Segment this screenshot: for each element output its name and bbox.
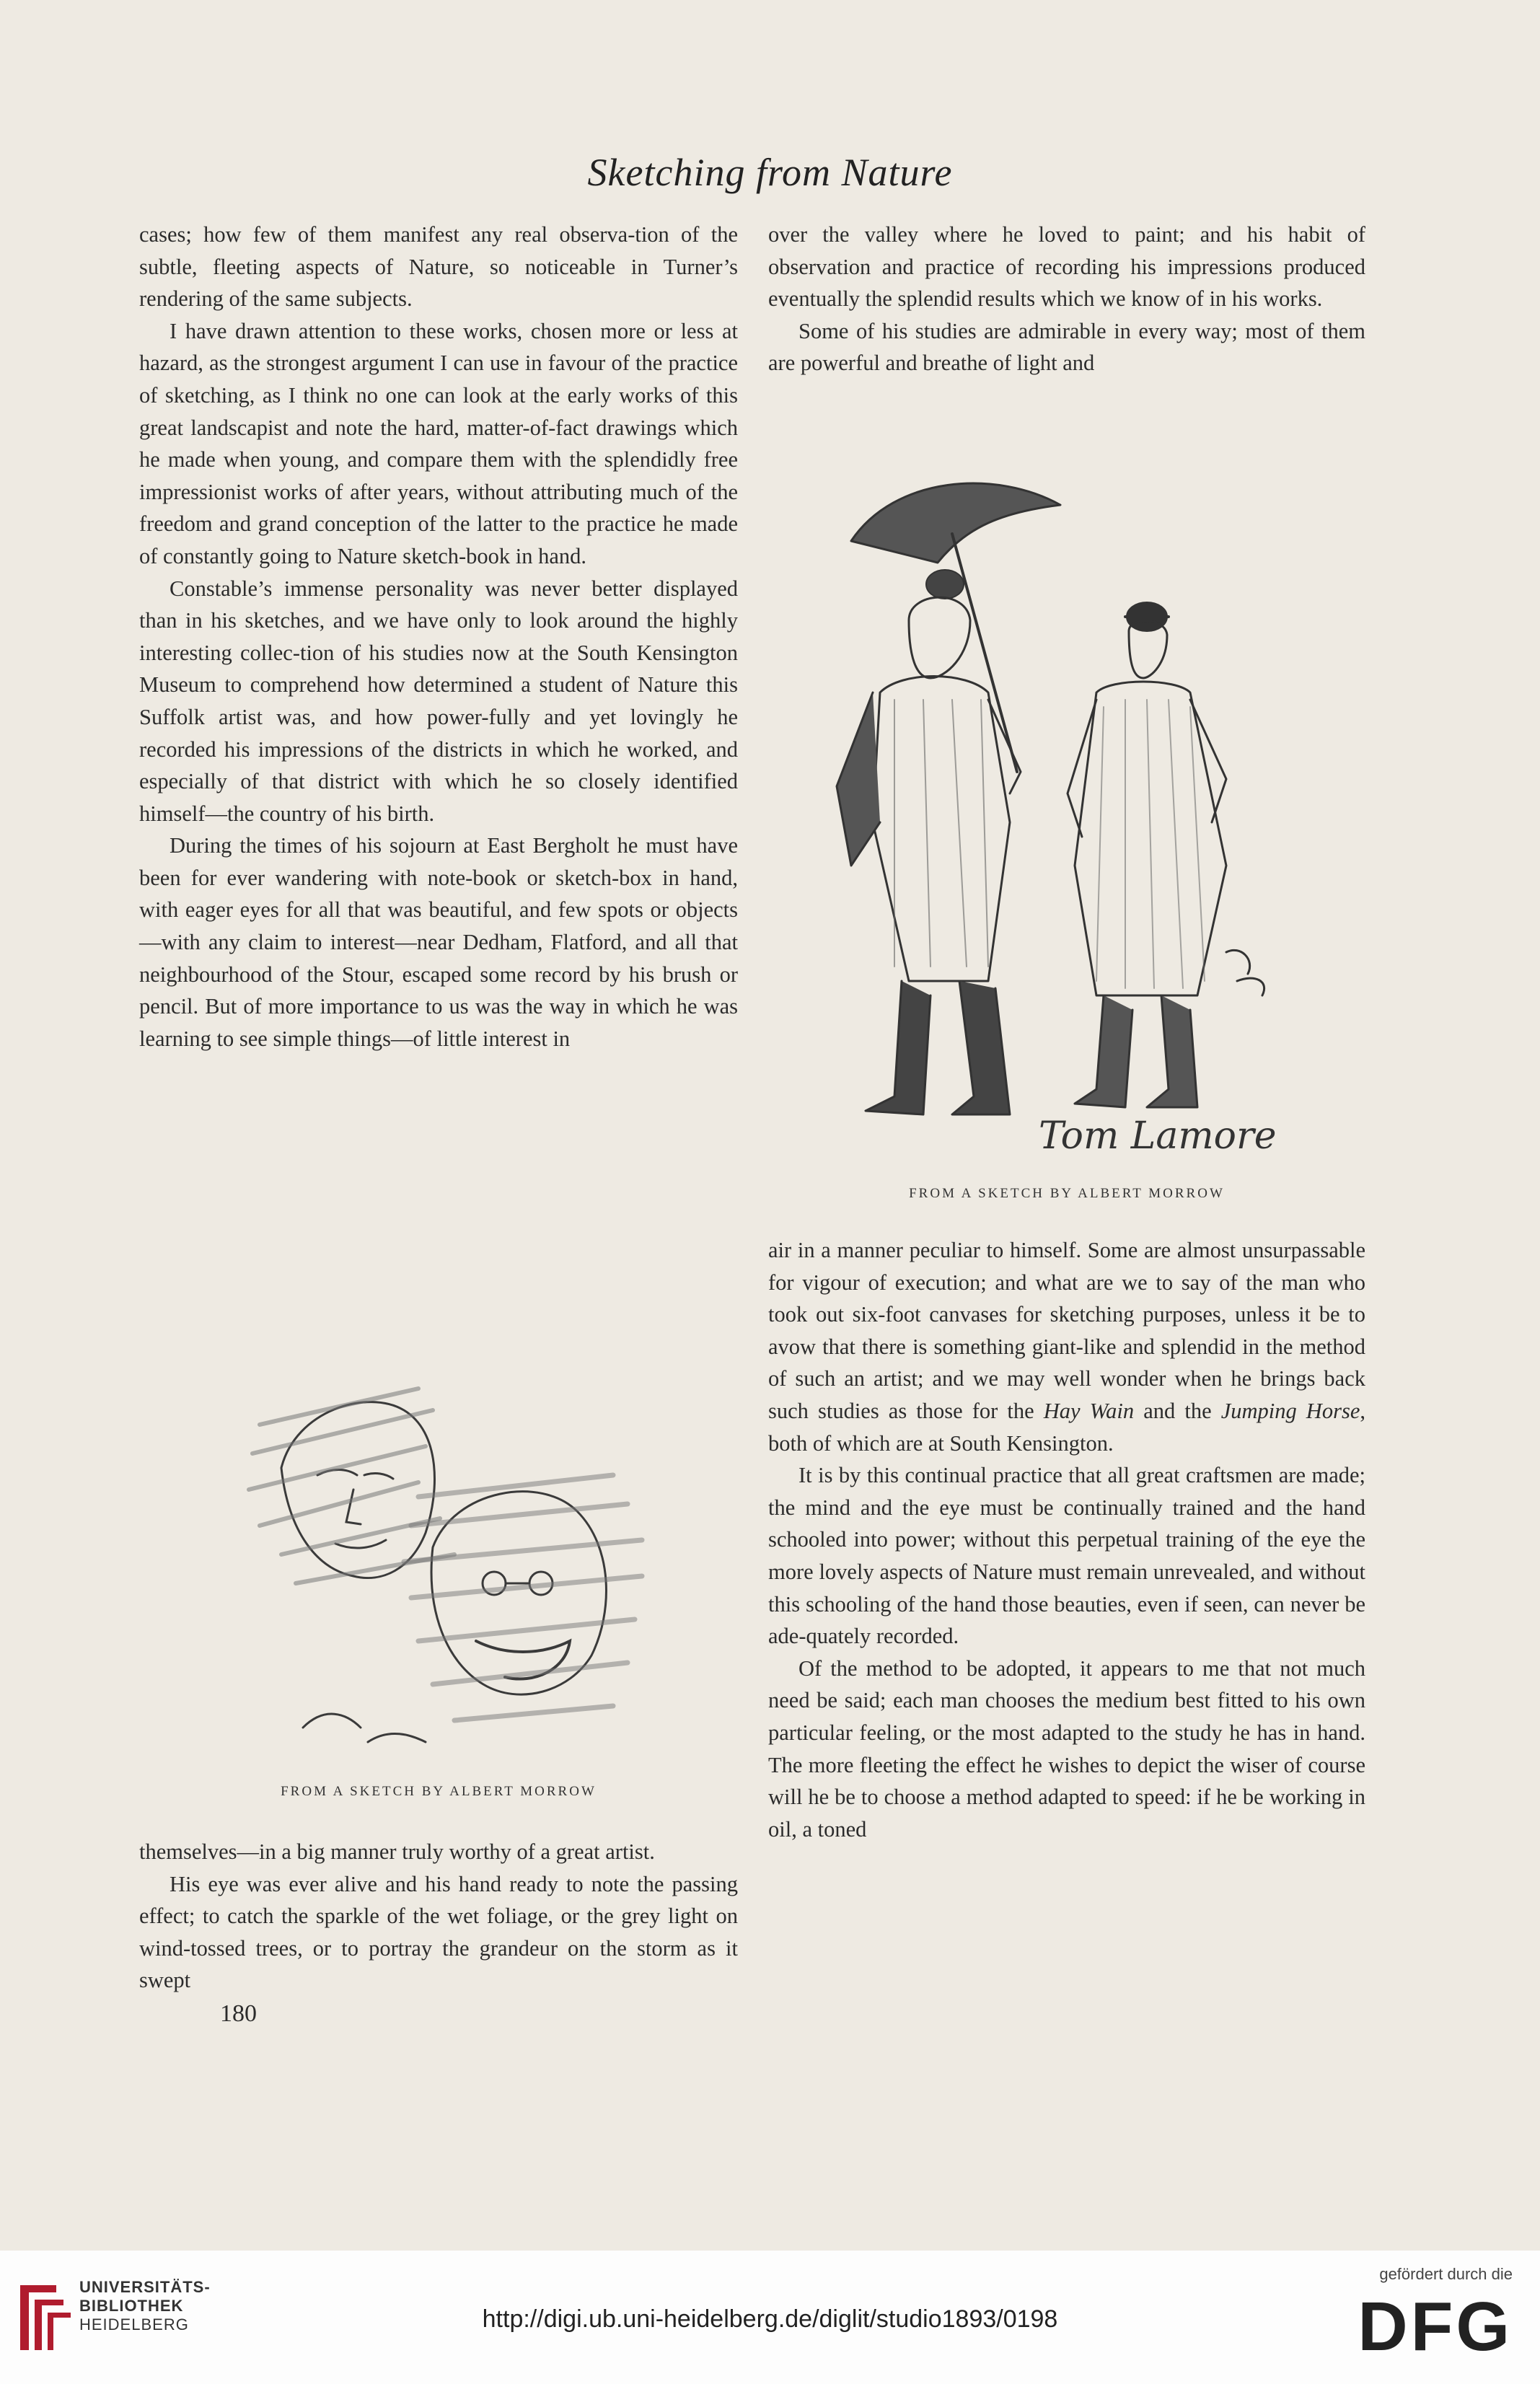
left-column-bottom [139, 1836, 738, 2031]
paragraph: His eye was ever alive and his hand ready to note the passing effect; to catch the sparkle of the wet foliage, or the grey light on wind-tossed trees, or to portray the grandeur on the storm as it swept [139, 1871, 738, 1993]
paragraph: Of the method to be adopted, it appears to me that not much need be said; each man chooses the medium best fitted to his own particular feeling, or the most adapted to the study he has in hand. The more fleeting the effect he wishes to depict the wiser of course will he be to choose a method adapted to speed: if he be working in oil, a toned [768, 1655, 1365, 1842]
footer-bar [0, 2251, 1540, 2384]
paragraph: cases; how few of them manifest any real observa-tion of the subtle, fleeting aspects of Nature, so noticeable in Turner’s rendering of the same subjects. [139, 222, 738, 312]
funded-by-label: gefördert durch die [1379, 2265, 1513, 2283]
right-column-top [768, 219, 1365, 379]
sketch-two-figures [822, 462, 1313, 1169]
paragraph: air in a manner peculiar to himself. Some are almost unsurpassable for vigour of execution; and what are we to say of the man who took out six-foot canvases for sketching purposes, unless it be to avow that there is something giant-like and splendid in the method of such an artist; and we may well wonder when he brings back such studies as those for the Hay Wain and the Jumping Horse, both of which are at South Kensington. [768, 1238, 1365, 1456]
figure-caption: FROM A SKETCH BY ALBERT MORROW [909, 1186, 1225, 1201]
paragraph: Constable’s immense personality was never better displayed than in his sketches, and we have only to look around the highly interesting collec-tion of his studies now at the South Kensington Museum to comprehend how determined a student of Nature this Suffolk artist was, and how power-fully and yet lovingly he recorded his impressions of the districts in which he worked, and especially of that district with which he so closely identified himself—the country of his birth. [139, 576, 738, 826]
sketch-two-heads [238, 1367, 671, 1771]
left-column-top [139, 219, 738, 1055]
dfg-logo: DFG [1358, 2288, 1513, 2365]
right-column-bottom [768, 1234, 1365, 1845]
library-name: UNIVERSITÄTS- BIBLIOTHEK HEIDELBERG [79, 2278, 211, 2334]
sketch-signature: Tom Lamore [1039, 1114, 1277, 1158]
paragraph: over the valley where he loved to paint; and his habit of observation and practice of recording his impressions produced eventually the splendid results which we know of in his works. [768, 222, 1365, 312]
paragraph: I have drawn attention to these works, chosen more or less at hazard, as the strongest argument I can use in favour of the practice of sketching, as I think no one can look at the early works of this great landscapist and note the hard, matter-of-fact drawings which he made when young, and compare them with the splendidly free impressionist works of after years, without attributing much of the freedom and grand conception of the latter to the practice he made of constantly going to Nature sketch-book in hand. [139, 318, 738, 568]
artwork-title: Hay Wain [1043, 1398, 1135, 1423]
running-head: Sketching from Nature [587, 151, 953, 194]
paragraph: During the times of his sojourn at East Bergholt he must have been for ever wandering with note-book or sketch-box in hand, with eager eyes for all that was beautiful, and few spots or objects—with any claim to interest—near Dedham, Flatford, and all that neighbourhood of the Stour, escaped some record by his brush or pencil. But of more importance to us was the way in which he was learning to see simple things—of little interest in [139, 833, 738, 1051]
artwork-title: Jumping Horse [1220, 1398, 1360, 1423]
source-url[interactable]: http://digi.ub.uni-heidelberg.de/diglit/studio1893/0198 [482, 2305, 1058, 2333]
paragraph: themselves—in a big manner truly worthy of a great artist. [139, 1839, 655, 1864]
paragraph: It is by this continual practice that all great craftsmen are made; the mind and the eye must be continually trained and the hand schooled into power; without this perpetual training of the eye the more lovely aspects of Nature must remain unrevealed, and without this schooling of the hand those beauties, even if seen, can never be ade-quately recorded. [768, 1463, 1365, 1649]
paragraph: Some of his studies are admirable in every way; most of them are powerful and breathe of light and [768, 318, 1365, 376]
figure-caption: FROM A SKETCH BY ALBERT MORROW [281, 1784, 597, 1799]
page-number: 180 [220, 2000, 257, 2027]
